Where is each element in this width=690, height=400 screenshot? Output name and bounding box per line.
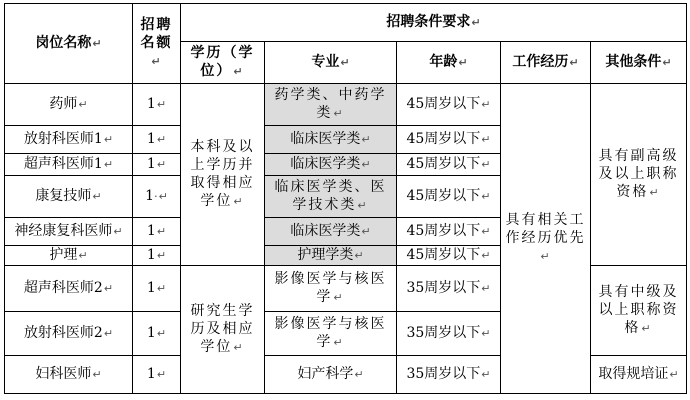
header-position: 岗位名称↵ <box>5 4 133 84</box>
recruitment-table <box>4 3 687 394</box>
age-cell: 45周岁以下↵ <box>397 84 501 126</box>
quota-cell: 1↵ <box>133 84 181 126</box>
other-cell: 具有中级及以上职称资格↵ <box>591 266 687 356</box>
major-cell: 临床医学类↵ <box>265 126 397 154</box>
major-cell: 妇产科学↵ <box>265 356 397 394</box>
header-major: 专业↵ <box>265 42 397 84</box>
position-cell: 超声科医师1↵ <box>5 154 133 176</box>
quota-cell: 1↵ <box>133 266 181 312</box>
major-cell: 药学类、中药学类↵ <box>265 84 397 126</box>
age-cell: 45周岁以下↵ <box>397 246 501 266</box>
quota-cell: 1↵ <box>133 246 181 266</box>
quota-cell: 1↵ <box>133 312 181 356</box>
position-cell: 妇科医师↵ <box>5 356 133 394</box>
education-cell: 研究生学历及相应学位↵ <box>181 266 265 394</box>
quota-cell: 1↵ <box>133 126 181 154</box>
quota-cell: 1↵ <box>133 154 181 176</box>
major-cell: 临床医学类↵ <box>265 154 397 176</box>
major-cell: 影像医学与核医学↵ <box>265 312 397 356</box>
age-cell: 45周岁以下↵ <box>397 176 501 218</box>
major-cell: 影像医学与核医学↵ <box>265 266 397 312</box>
age-cell: 35周岁以下↵ <box>397 312 501 356</box>
other-cell: 具有副高级及以上职称资格↵ <box>591 84 687 266</box>
position-cell: 放射科医师1↵ <box>5 126 133 154</box>
age-cell: 45周岁以下↵ <box>397 218 501 246</box>
age-cell: 45周岁以下↵ <box>397 154 501 176</box>
experience-cell: 具有相关工作经历优先↵ <box>501 84 591 394</box>
age-cell: 35周岁以下↵ <box>397 356 501 394</box>
education-cell: 本科及以上学历并取得相应学位↵ <box>181 84 265 266</box>
table-row <box>5 84 687 126</box>
header-requirements: 招聘条件要求↵ <box>181 4 687 42</box>
age-cell: 45周岁以下↵ <box>397 126 501 154</box>
other-cell: 取得规培证↵ <box>591 356 687 394</box>
position-cell: 药师↵ <box>5 84 133 126</box>
position-cell: 放射科医师2↵ <box>5 312 133 356</box>
major-cell: 临床医学类、医学技术类↵ <box>265 176 397 218</box>
header-experience: 工作经历↵ <box>501 42 591 84</box>
header-age: 年龄↵ <box>397 42 501 84</box>
major-cell: 护理学类↵ <box>265 246 397 266</box>
position-cell: 神经康复科医师↵ <box>5 218 133 246</box>
quota-cell: 1·↵ <box>133 176 181 218</box>
header-other: 其他条件↵ <box>591 42 687 84</box>
position-cell: 康复技师↵ <box>5 176 133 218</box>
age-cell: 35周岁以下↵ <box>397 266 501 312</box>
position-cell: 护理↵ <box>5 246 133 266</box>
position-cell: 超声科医师2↵ <box>5 266 133 312</box>
header-quota: 招聘名额↵ <box>133 4 181 84</box>
quota-cell: 1↵ <box>133 218 181 246</box>
quota-cell: 1↵ <box>133 356 181 394</box>
major-cell: 临床医学类↵ <box>265 218 397 246</box>
header-education: 学历（学位）↵ <box>181 42 265 84</box>
